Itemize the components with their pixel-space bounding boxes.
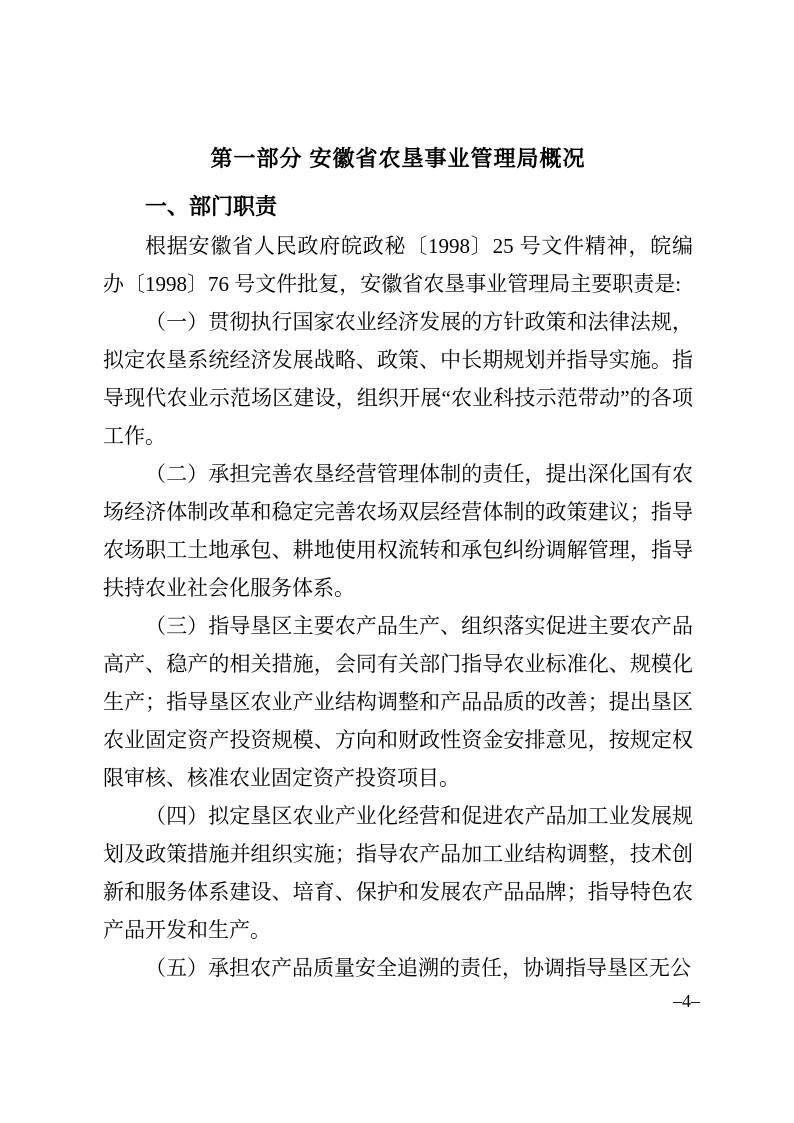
body-paragraph-item-3: （三）指导垦区主要农产品生产、组织落实促进主要农产品高产、稳产的相关措施，会同有关部门指导农业标准化、规模化生产；指导垦区农业产业结构调整和产品品质的改善；提出垦区农业固定资产投资规模、方向和财政性资金安排意见，按规定权限审核、核准农业固定资产投资项目。 (103, 614, 693, 790)
document-content (103, 145, 693, 987)
document-title: 第一部分 安徽省农垦事业管理局概况 (210, 146, 586, 171)
section-heading: 一、部门职责 (145, 194, 278, 219)
body-paragraph-item-1: （一）贯彻执行国家农业经济发展的方针政策和法律法规，拟定农垦系统经济发展战略、政策、中长期规划并指导实施。指导现代农业示范场区建设，组织开展“农业科技示范带动”的各项工作。 (103, 310, 693, 448)
body-paragraph-item-4: （四）拟定垦区农业产业化经营和促进农产品加工业发展规划及政策措施并组织实施；指导农产品加工业结构调整，技术创新和服务体系建设、培育、保护和发展农产品品牌；指导特色农产品开发和生产。 (103, 804, 693, 942)
body-paragraph-item-5: （五）承担农产品质量安全追溯的责任，协调指导垦区无公 (145, 956, 691, 980)
body-paragraph-item-2: （二）承担完善农垦经营管理体制的责任，提出深化国有农场经济体制改革和稳定完善农场双层经营体制的政策建议；指导农场职工土地承包、耕地使用权流转和承包纠纷调解管理，指导扶持农业社会化服务体系。 (103, 462, 693, 600)
page-number: –4– (673, 991, 700, 1011)
body-paragraph-intro: 根据安徽省人民政府皖政秘〔1998〕25 号文件精神，皖编办〔1998〕76 号文件批复，安徽省农垦事业管理局主要职责是: (103, 234, 693, 296)
